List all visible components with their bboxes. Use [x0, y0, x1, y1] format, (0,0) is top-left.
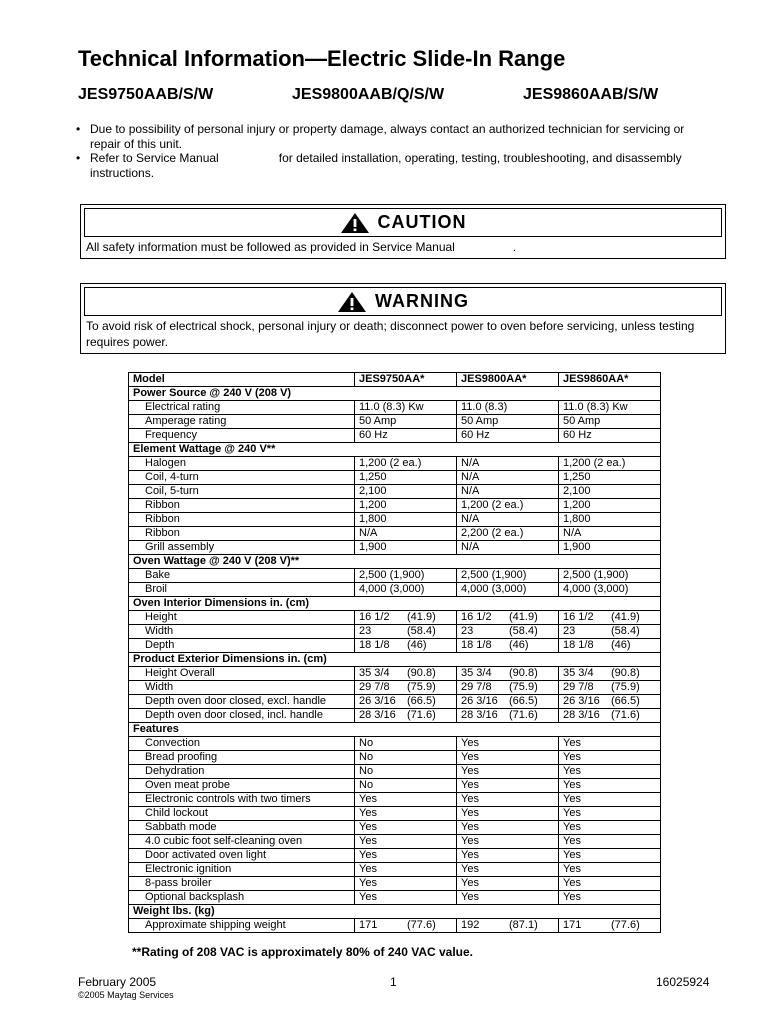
table-cell — [457, 919, 559, 933]
cell-value-cm: (41.9) — [407, 611, 436, 624]
table-cell: Yes — [559, 877, 661, 891]
column-header: JES9750AA* — [355, 373, 457, 387]
table-row — [129, 541, 661, 555]
cell-value-in: 23 — [359, 625, 372, 638]
cell-value-cm: (87.1) — [509, 919, 538, 932]
table-cell: 1,900 — [559, 541, 661, 555]
table-cell: Yes — [457, 835, 559, 849]
section-row — [129, 443, 661, 457]
table-cell — [559, 695, 661, 709]
table-cell: 1,800 — [355, 513, 457, 527]
table-cell: 1,250 — [559, 471, 661, 485]
table-cell: Yes — [559, 821, 661, 835]
row-label: Optional backsplash — [129, 891, 355, 905]
instruction-text: Refer to Service Manual — [90, 151, 219, 165]
table-row — [129, 863, 661, 877]
table-cell — [457, 709, 559, 723]
table-cell — [457, 695, 559, 709]
table-cell — [559, 681, 661, 695]
cell-value-cm: (75.9) — [407, 681, 436, 694]
table-cell: 1,900 — [355, 541, 457, 555]
cell-value-in: 192 — [461, 919, 480, 932]
cell-value-cm: (75.9) — [509, 681, 538, 694]
caution-box — [80, 204, 726, 259]
table-cell — [355, 625, 457, 639]
table-cell: Yes — [457, 765, 559, 779]
cell-value-cm: (90.8) — [407, 667, 436, 680]
table-cell — [355, 667, 457, 681]
table-cell — [355, 919, 457, 933]
row-label: Amperage rating — [129, 415, 355, 429]
footer-copyright: ©2005 Maytag Services — [78, 990, 174, 1000]
model-number: JES9860AAB/S/W — [523, 86, 659, 103]
table-cell: 60 Hz — [457, 429, 559, 443]
table-cell: 2,500 (1,900) — [559, 569, 661, 583]
warning-triangle-icon — [340, 212, 370, 234]
column-header: Model — [129, 373, 355, 387]
table-cell: 1,200 — [559, 499, 661, 513]
table-cell: 4,000 (3,000) — [355, 583, 457, 597]
model-number: JES9800AAB/Q/S/W — [292, 86, 445, 103]
cell-value-cm: (77.6) — [611, 919, 640, 932]
section-row — [129, 723, 661, 737]
table-cell: Yes — [457, 737, 559, 751]
row-label: Broil — [129, 583, 355, 597]
table-cell: N/A — [457, 541, 559, 555]
table-cell — [559, 919, 661, 933]
cell-value-in: 171 — [359, 919, 378, 932]
cell-value-cm: (71.6) — [407, 709, 436, 722]
table-row — [129, 891, 661, 905]
section-heading: Weight lbs. (kg) — [129, 905, 661, 919]
table-cell: Yes — [457, 807, 559, 821]
warning-text: To avoid risk of electrical shock, personal injury or death; disconnect power to oven before servicing, unless testing requires power. — [86, 319, 695, 349]
cell-value-in: 18 1/8 — [359, 639, 390, 652]
table-cell — [559, 709, 661, 723]
table-cell: Yes — [559, 765, 661, 779]
section-heading: Features — [129, 723, 661, 737]
caution-header — [84, 208, 722, 237]
row-label: Coil, 5-turn — [129, 485, 355, 499]
cell-value-cm: (58.4) — [407, 625, 436, 638]
table-row — [129, 639, 661, 653]
cell-value-in: 28 3/16 — [461, 709, 498, 722]
table-row — [129, 611, 661, 625]
table-cell: Yes — [355, 835, 457, 849]
table-cell: 60 Hz — [355, 429, 457, 443]
cell-value-cm: (46) — [611, 639, 631, 652]
table-cell: Yes — [355, 807, 457, 821]
row-label: Height — [129, 611, 355, 625]
table-row — [129, 695, 661, 709]
table-cell: 60 Hz — [559, 429, 661, 443]
section-row — [129, 387, 661, 401]
cell-value-in: 23 — [461, 625, 474, 638]
table-row — [129, 919, 661, 933]
cell-value-in: 28 3/16 — [563, 709, 600, 722]
table-cell: 11.0 (8.3) Kw — [355, 401, 457, 415]
page-number: 1 — [390, 975, 397, 989]
table-cell: Yes — [355, 863, 457, 877]
section-heading: Oven Wattage @ 240 V (208 V)** — [129, 555, 661, 569]
section-row — [129, 905, 661, 919]
cell-value-cm: (46) — [407, 639, 427, 652]
table-cell: 2,200 (2 ea.) — [457, 527, 559, 541]
cell-value-in: 26 3/16 — [359, 695, 396, 708]
row-label: Approximate shipping weight — [129, 919, 355, 933]
table-cell: Yes — [559, 807, 661, 821]
table-cell: Yes — [559, 891, 661, 905]
cell-value-cm: (41.9) — [509, 611, 538, 624]
warning-box — [80, 283, 726, 354]
table-cell: Yes — [457, 891, 559, 905]
row-label: Dehydration — [129, 765, 355, 779]
cell-value-in: 23 — [563, 625, 576, 638]
table-cell: 1,200 — [355, 499, 457, 513]
table-cell: Yes — [559, 737, 661, 751]
cell-value-cm: (41.9) — [611, 611, 640, 624]
warning-title: WARNING — [375, 291, 469, 311]
table-row — [129, 835, 661, 849]
table-row — [129, 513, 661, 527]
table-cell: Yes — [355, 793, 457, 807]
table-row — [129, 737, 661, 751]
row-label: Frequency — [129, 429, 355, 443]
row-label: Sabbath mode — [129, 821, 355, 835]
cell-value-in: 171 — [563, 919, 582, 932]
table-cell: 1,200 (2 ea.) — [355, 457, 457, 471]
page-title: Technical Information—Electric Slide-In Range — [78, 46, 566, 71]
table-cell: Yes — [457, 877, 559, 891]
table-row — [129, 401, 661, 415]
table-cell: Yes — [457, 793, 559, 807]
table-row — [129, 429, 661, 443]
table-row — [129, 681, 661, 695]
table-cell: 11.0 (8.3) — [457, 401, 559, 415]
table-cell — [355, 639, 457, 653]
table-cell: N/A — [457, 513, 559, 527]
table-cell: 4,000 (3,000) — [457, 583, 559, 597]
row-label: Depth oven door closed, excl. handle — [129, 695, 355, 709]
section-row — [129, 653, 661, 667]
cell-value-in: 26 3/16 — [461, 695, 498, 708]
row-label: Halogen — [129, 457, 355, 471]
table-cell: Yes — [355, 891, 457, 905]
table-row — [129, 821, 661, 835]
row-label: Child lockout — [129, 807, 355, 821]
table-cell — [559, 667, 661, 681]
cell-value-cm: (66.5) — [407, 695, 436, 708]
row-label: Bake — [129, 569, 355, 583]
table-cell: N/A — [457, 457, 559, 471]
row-label: Electrical rating — [129, 401, 355, 415]
row-label: Electronic controls with two timers — [129, 793, 355, 807]
table-cell: 4,000 (3,000) — [559, 583, 661, 597]
table-cell: 2,500 (1,900) — [355, 569, 457, 583]
row-label: Ribbon — [129, 527, 355, 541]
section-heading: Element Wattage @ 240 V** — [129, 443, 661, 457]
footnote: **Rating of 208 VAC is approximately 80% of 240 VAC value. — [132, 945, 474, 959]
section-heading: Product Exterior Dimensions in. (cm) — [129, 653, 661, 667]
table-row — [129, 471, 661, 485]
table-cell — [457, 681, 559, 695]
table-row — [129, 667, 661, 681]
column-header: JES9860AA* — [559, 373, 661, 387]
table-cell: 1,200 (2 ea.) — [559, 457, 661, 471]
table-row — [129, 569, 661, 583]
cell-value-in: 35 3/4 — [563, 667, 594, 680]
warning-triangle-icon — [337, 291, 367, 313]
table-cell — [559, 625, 661, 639]
cell-value-cm: (77.6) — [407, 919, 436, 932]
cell-value-in: 29 7/8 — [461, 681, 492, 694]
specifications-table — [128, 372, 661, 933]
footer-date: February 2005 — [78, 975, 157, 989]
table-row — [129, 485, 661, 499]
table-row — [129, 709, 661, 723]
table-cell: N/A — [457, 471, 559, 485]
cell-value-in: 16 1/2 — [461, 611, 492, 624]
table-cell — [355, 709, 457, 723]
instruction-item — [76, 122, 716, 151]
caution-text-tail: . — [512, 240, 517, 254]
table-header-row — [129, 373, 661, 387]
section-heading: Oven Interior Dimensions in. (cm) — [129, 597, 661, 611]
table-cell: N/A — [457, 485, 559, 499]
row-label: Electronic ignition — [129, 863, 355, 877]
cell-value-in: 35 3/4 — [359, 667, 390, 680]
table-cell: 1,800 — [559, 513, 661, 527]
cell-value-in: 16 1/2 — [563, 611, 594, 624]
table-row — [129, 499, 661, 513]
table-cell: Yes — [457, 751, 559, 765]
column-header: JES9800AA* — [457, 373, 559, 387]
warning-header — [84, 287, 722, 316]
cell-value-in: 28 3/16 — [359, 709, 396, 722]
table-row — [129, 583, 661, 597]
cell-value-cm: (58.4) — [509, 625, 538, 638]
instructions-list — [76, 122, 716, 180]
table-row — [129, 527, 661, 541]
table-row — [129, 807, 661, 821]
caution-text: All safety information must be followed as provided in Service Manual — [86, 240, 455, 254]
cell-value-in: 16 1/2 — [359, 611, 390, 624]
table-cell: 2,500 (1,900) — [457, 569, 559, 583]
cell-value-cm: (66.5) — [509, 695, 538, 708]
row-label: Depth oven door closed, incl. handle — [129, 709, 355, 723]
table-cell: N/A — [355, 527, 457, 541]
table-cell — [559, 639, 661, 653]
row-label: Width — [129, 681, 355, 695]
table-cell: 1,250 — [355, 471, 457, 485]
cell-value-cm: (90.8) — [509, 667, 538, 680]
row-label: Bread proofing — [129, 751, 355, 765]
table-cell: Yes — [559, 849, 661, 863]
row-label: Depth — [129, 639, 355, 653]
caution-title: CAUTION — [377, 212, 467, 232]
row-label: Coil, 4-turn — [129, 471, 355, 485]
cell-value-in: 35 3/4 — [461, 667, 492, 680]
row-label: Oven meat probe — [129, 779, 355, 793]
document-number: 16025924 — [656, 975, 710, 989]
table-cell: Yes — [355, 849, 457, 863]
cell-value-cm: (58.4) — [611, 625, 640, 638]
table-cell: Yes — [457, 849, 559, 863]
table-cell: Yes — [559, 779, 661, 793]
table-row — [129, 457, 661, 471]
table-cell: 11.0 (8.3) Kw — [559, 401, 661, 415]
cell-value-cm: (71.6) — [509, 709, 538, 722]
table-cell: Yes — [457, 863, 559, 877]
table-cell: Yes — [559, 793, 661, 807]
table-row — [129, 765, 661, 779]
table-cell: No — [355, 737, 457, 751]
cell-value-cm: (90.8) — [611, 667, 640, 680]
row-label: Ribbon — [129, 499, 355, 513]
table-cell: No — [355, 751, 457, 765]
section-row — [129, 555, 661, 569]
table-cell: 2,100 — [355, 485, 457, 499]
bullet-icon: • — [76, 151, 81, 165]
table-cell: Yes — [457, 821, 559, 835]
cell-value-cm: (75.9) — [611, 681, 640, 694]
table-cell — [355, 611, 457, 625]
table-cell: No — [355, 765, 457, 779]
cell-value-in: 29 7/8 — [359, 681, 390, 694]
row-label: Convection — [129, 737, 355, 751]
table-row — [129, 751, 661, 765]
table-cell: 50 Amp — [559, 415, 661, 429]
instruction-text: Due to possibility of personal injury or property damage, always contact an authorized technician for servicing or repair of this unit. — [90, 122, 685, 151]
table-cell: Yes — [355, 821, 457, 835]
table-row — [129, 793, 661, 807]
row-label: Ribbon — [129, 513, 355, 527]
instruction-text: for detailed installation, operating, testing, troubleshooting, and disassembly instructions. — [90, 151, 682, 180]
cell-value-in: 29 7/8 — [563, 681, 594, 694]
table-cell: 1,200 (2 ea.) — [457, 499, 559, 513]
row-label: Grill assembly — [129, 541, 355, 555]
table-cell — [457, 625, 559, 639]
table-cell: Yes — [559, 751, 661, 765]
table-row — [129, 415, 661, 429]
table-cell: 50 Amp — [355, 415, 457, 429]
table-cell: No — [355, 779, 457, 793]
row-label: 8-pass broiler — [129, 877, 355, 891]
table-cell — [355, 681, 457, 695]
section-row — [129, 597, 661, 611]
table-cell — [457, 611, 559, 625]
cell-value-cm: (66.5) — [611, 695, 640, 708]
caution-text-block — [81, 237, 725, 258]
row-label: Height Overall — [129, 667, 355, 681]
cell-value-in: 26 3/16 — [563, 695, 600, 708]
row-label: Door activated oven light — [129, 849, 355, 863]
cell-value-in: 18 1/8 — [461, 639, 492, 652]
instruction-item — [76, 151, 716, 180]
table-cell: Yes — [355, 877, 457, 891]
table-cell: 2,100 — [559, 485, 661, 499]
table-row — [129, 849, 661, 863]
table-cell — [457, 667, 559, 681]
cell-value-cm: (71.6) — [611, 709, 640, 722]
table-cell: 50 Amp — [457, 415, 559, 429]
model-number: JES9750AAB/S/W — [78, 86, 214, 103]
row-label: 4.0 cubic foot self-cleaning oven — [129, 835, 355, 849]
bullet-icon: • — [76, 122, 81, 136]
table-row — [129, 779, 661, 793]
table-cell — [457, 639, 559, 653]
table-row — [129, 625, 661, 639]
table-cell: Yes — [457, 779, 559, 793]
table-cell: Yes — [559, 835, 661, 849]
table-cell — [355, 695, 457, 709]
table-cell: Yes — [559, 863, 661, 877]
cell-value-in: 18 1/8 — [563, 639, 594, 652]
table-cell: N/A — [559, 527, 661, 541]
row-label: Width — [129, 625, 355, 639]
cell-value-cm: (46) — [509, 639, 529, 652]
table-row — [129, 877, 661, 891]
table-cell — [559, 611, 661, 625]
section-heading: Power Source @ 240 V (208 V) — [129, 387, 661, 401]
